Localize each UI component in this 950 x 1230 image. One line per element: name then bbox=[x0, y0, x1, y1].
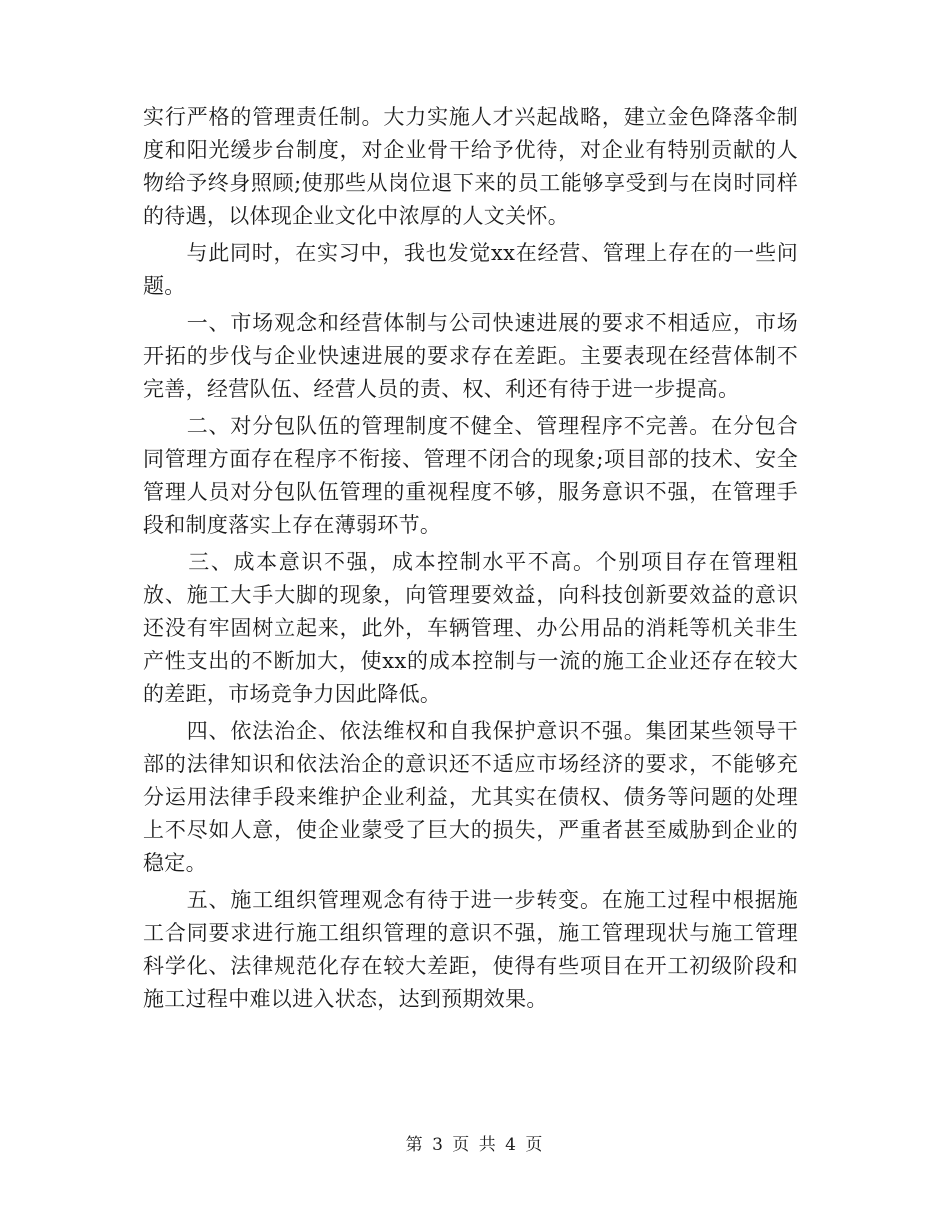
paragraph-problem-3: 三、成本意识不强，成本控制水平不高。个别项目存在管理粗放、施工大手大脚的现象，向管理要效益，向科技创新要效益的意识还没有牢固树立起来，此外，车辆管理、办公用品的消耗等机关非生产性支出的不断加大，使xx的成本控制与一流的施工企业还存在较大的差距，市场竞争力因此降低。 bbox=[143, 550, 798, 706]
paragraph-continuation: 实行严格的管理责任制。大力实施人才兴起战略，建立金色降落伞制度和阳光缓步台制度，对企业骨干给予优待，对企业有特别贡献的人物给予终身照顾;使那些从岗位退下来的员工能够享受到与在岗时同样的待遇，以体现企业文化中浓厚的人文关怀。 bbox=[143, 105, 798, 228]
paragraph-problem-5: 五、施工组织管理观念有待于进一步转变。在施工过程中根据施工合同要求进行施工组织管理的意识不强，施工管理现状与施工管理科学化、法律规范化存在较大差距，使得有些项目在开工初级阶段和施工过程中难以进入状态，达到预期效果。 bbox=[143, 888, 798, 1011]
document-body bbox=[143, 101, 798, 1020]
page-number: 第 3 页 共 4 页 bbox=[405, 1135, 545, 1155]
paragraph-problem-2: 二、对分包队伍的管理制度不健全、管理程序不完善。在分包合同管理方面存在程序不衔接、管理不闭合的现象;项目部的技术、安全管理人员对分包队伍管理的重视程度不够，服务意识不强，在管理手段和制度落实上存在薄弱环节。 bbox=[143, 414, 798, 537]
paragraph-problem-4: 四、依法治企、依法维权和自我保护意识不强。集团某些领导干部的法律知识和依法治企的意识还不适应市场经济的要求，不能够充分运用法律手段来维护企业利益，尤其实在债权、债务等问题的处理上不尽如人意，使企业蒙受了巨大的损失，严重者甚至威胁到企业的稳定。 bbox=[143, 719, 798, 875]
paragraph-intro-problems: 与此同时，在实习中，我也发觉xx在经营、管理上存在的一些问题。 bbox=[143, 241, 798, 298]
paragraph-problem-1: 一、市场观念和经营体制与公司快速进展的要求不相适应，市场开拓的步伐与企业快速进展的要求存在差距。主要表现在经营体制不完善，经营队伍、经营人员的责、权、利还有待于进一步提高。 bbox=[143, 311, 798, 401]
